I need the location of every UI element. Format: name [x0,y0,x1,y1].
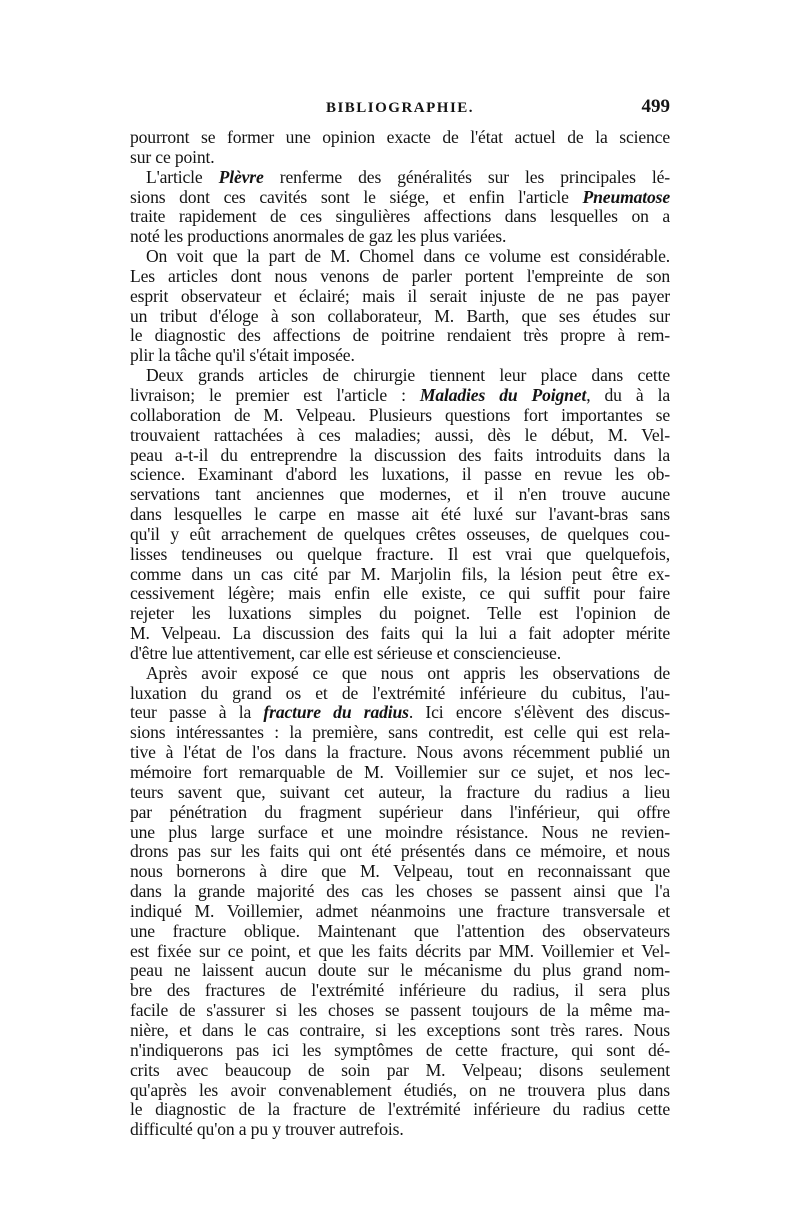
text-line [130,664,670,684]
page-header [130,96,670,126]
italic-term: Plèvre [218,167,264,187]
text-segment: qu'après les avoir convenablement étudiés, on ne trouvera plus dans [130,1080,670,1100]
text-line [130,207,670,227]
text-line [130,505,670,525]
text-line [130,446,670,466]
text-segment: le diagnostic des affections de poitrine rendaient très propre à rem- [130,326,670,346]
text-segment: . Ici encore s'élèvent des discus- [408,703,670,723]
text-line [130,1041,670,1061]
text-segment: nous bornerons à dire que M. Velpeau, tout en reconnaissant que [130,862,670,882]
italic-term: fracture du radius [263,703,409,723]
text-segment: luxation du grand os et de l'extrémité inférieure du cubitus, l'au- [130,683,670,703]
text-segment: sions dont ces cavités sont le siége, et enfin l'article [130,187,583,207]
text-segment: une plus large surface et une moindre résistance. Nous ne revien- [130,822,670,842]
text-segment: Les articles dont nous venons de parler portent l'empreinte de son [130,266,670,286]
text-segment: Après avoir exposé ce que nous ont appris les observations de [146,663,670,683]
text-segment: livraison; le premier est l'article : [130,385,420,405]
text-line [130,386,670,406]
text-segment: une fracture oblique. Maintenant que l'attention des observateurs [130,921,670,941]
text-line [130,406,670,426]
text-line [130,584,670,604]
text-line [130,267,670,287]
text-segment: pourront se former une opinion exacte de l'état actuel de la science [130,128,670,147]
text-segment: nière, et dans le cas contraire, si les exceptions sont très rares. Nous [130,1020,670,1040]
text-line [130,862,670,882]
text-segment: un tribut d'éloge à son collaborateur, M. Barth, que ses études sur [130,306,670,326]
text-segment: le diagnostic de la fracture de l'extrémité inférieure du radius cette [130,1100,670,1120]
text-line [130,981,670,1001]
text-segment: n'indiquerons pas ici les symptômes de cette fracture, qui sont dé- [130,1040,670,1060]
text-segment: crits avec beaucoup de soin par M. Velpeau; disons seulement [130,1060,670,1080]
text-segment: sur ce point. [130,147,215,167]
text-segment: trouvaient rattachées à ces maladies; aussi, dès le début, M. Vel- [130,425,670,445]
text-segment: science. Examinant d'abord les luxations, il passe en revue les ob- [130,465,670,485]
text-line [130,525,670,545]
text-line [130,128,670,148]
text-line [130,346,670,366]
text-segment: sions intéressantes : la première, sans contredit, est celle qui est rela- [130,723,670,743]
italic-term: Maladies du Poignet [419,385,587,405]
text-segment: facile de s'assurer si les choses se passent toujours de la même ma- [130,1001,670,1021]
text-line [130,624,670,644]
running-head: BIBLIOGRAPHIE. [325,100,475,116]
text-segment: Deux grands articles de chirurgie tiennent leur place dans cette [146,366,670,386]
text-line [130,1100,670,1120]
text-line [130,922,670,942]
text-segment: dans la grande majorité des cas les choses se passent ainsi que l'a [130,882,670,902]
text-segment: d'être lue attentivement, car elle est sérieuse et consciencieuse. [130,643,561,663]
text-segment: cessivement légère; mais enfin elle existe, ce qui suffit pour faire [130,584,670,604]
text-segment: tive à l'état de l'os dans la fracture. Nous avons récemment publié un [130,743,670,763]
text-line [130,604,670,624]
text-segment: est fixée sur ce point, et que les faits décrits par MM. Voillemier et Vel- [130,941,670,961]
text-segment: peau a-t-il du entreprendre la discussion des faits introduits dans la [130,445,670,465]
text-segment: , du à la [586,385,670,405]
text-line [130,842,670,862]
text-line [130,823,670,843]
text-line [130,763,670,783]
text-segment: rejeter les luxations simples du poignet. Telle est l'opinion de [130,604,670,624]
text-segment: bre des fractures de l'extrémité inférieure du radius, il sera plus [130,981,670,1001]
text-line [130,1061,670,1081]
text-line [130,743,670,763]
text-segment: teur passe à la [130,703,264,723]
text-line [130,803,670,823]
text-line [130,882,670,902]
text-segment: drons pas sur les faits qui ont été présentés dans ce mémoire, et nous [130,842,670,862]
text-segment: plir la tâche qu'il s'était imposée. [130,346,355,366]
body-text [130,128,670,1140]
text-line [130,684,670,704]
text-line [130,1120,670,1140]
text-segment: teurs savent que, suivant cet auteur, la fracture du radius a lieu [130,782,670,802]
text-segment: difficulté qu'on a pu y trouver autrefois. [130,1120,404,1140]
text-line [130,1001,670,1021]
text-segment: collaboration de M. Velpeau. Plusieurs questions fort importantes se [130,405,670,425]
italic-term: Pneumatose [582,187,670,207]
text-segment: esprit observateur et éclairé; mais il serait injuste de ne pas payer [130,286,670,306]
text-segment: L'article [146,167,219,187]
text-line [130,227,670,247]
text-line [130,366,670,386]
text-line [130,287,670,307]
text-line [130,1081,670,1101]
text-line [130,961,670,981]
text-segment: M. Velpeau. La discussion des faits qui la lui a fait adopter mérite [130,624,670,644]
text-segment: comme dans un cas cité par M. Marjolin fils, la lésion peut être ex- [130,564,670,584]
text-line [130,485,670,505]
text-segment: qu'il y eût arrachement de quelques crêtes osseuses, de quelques cou- [130,524,670,544]
text-line [130,703,670,723]
text-line [130,902,670,922]
text-segment: renferme des généralités sur les principales lé- [263,167,670,187]
text-line [130,426,670,446]
text-line [130,565,670,585]
text-segment: noté les productions anormales de gaz les plus variées. [130,227,507,247]
text-line [130,188,670,208]
text-segment: dans lesquelles le carpe en masse ait été luxé sur l'avant-bras sans [130,505,670,525]
text-line [130,247,670,267]
text-segment: servations tant anciennes que modernes, et il n'en trouve aucune [130,485,670,505]
text-line [130,942,670,962]
text-segment: lisses tendineuses ou quelque fracture. Il est vrai que quelquefois, [130,544,670,564]
text-line [130,723,670,743]
text-line [130,168,670,188]
text-line [130,644,670,664]
text-line [130,465,670,485]
text-line [130,326,670,346]
text-segment: traite rapidement de ces singulières affections dans lesquelles on a [130,207,670,227]
text-segment: par pénétration du fragment supérieur dans l'inférieur, qui offre [130,802,670,822]
text-line [130,307,670,327]
text-segment: indiqué M. Voillemier, admet néanmoins une fracture transversale et [130,901,670,921]
text-line [130,545,670,565]
text-segment: mémoire fort remarquable de M. Voillemier sur ce sujet, et nos lec- [130,763,670,782]
text-line [130,1021,670,1041]
page-number: 499 [641,96,670,117]
text-segment: On voit que la part de M. Chomel dans ce volume est considérable. [146,247,670,267]
text-segment: peau ne laissent aucun doute sur le mécanisme du plus grand nom- [130,961,670,981]
text-line [130,148,670,168]
text-line [130,783,670,803]
